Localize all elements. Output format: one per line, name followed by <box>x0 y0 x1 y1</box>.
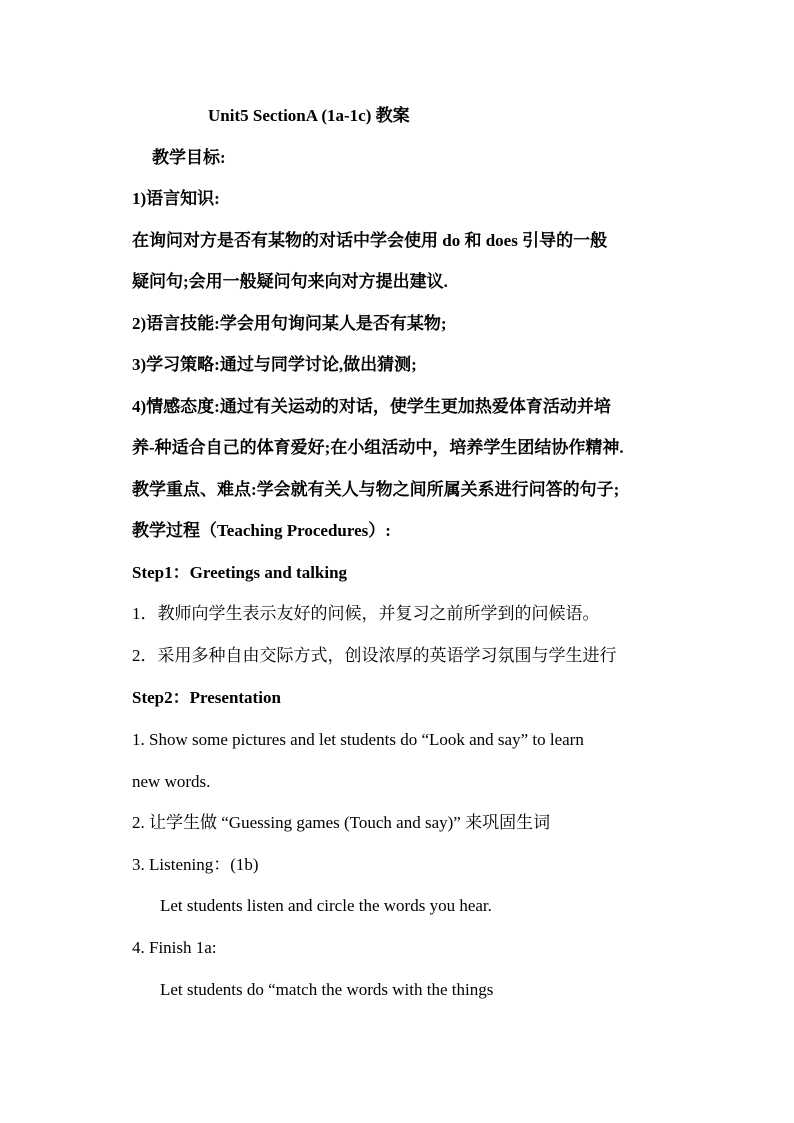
paragraph-line: 养-种适合自己的体育爱好;在小组活动中，培养学生团结协作精神. <box>132 438 624 457</box>
list-item: 4. Finish 1a: <box>132 938 217 957</box>
paragraph-line: new words. <box>132 772 211 791</box>
paragraph-line: 在询问对方是否有某物的对话中学会使用 do 和 does 引导的一般 <box>132 231 608 250</box>
list-item: 1．教师向学生表示友好的问候，并复习之前所学到的问候语。 <box>132 604 600 623</box>
step2-heading: Step2：Presentation <box>132 688 281 707</box>
objective-heading: 1)语言知识: <box>132 189 220 208</box>
paragraph-line: Let students do “match the words with the things <box>160 980 494 999</box>
list-item: 2．采用多种自由交际方式，创设浓厚的英语学习氛围与学生进行 <box>132 646 617 665</box>
objective-item: 4)情感态度:通过有关运动的对话，使学生更加热爱体育活动并培 <box>132 397 611 416</box>
step1-heading: Step1：Greetings and talking <box>132 563 348 582</box>
document-title: Unit5 SectionA (1a-1c) 教案 <box>208 106 410 125</box>
objective-item: 2)语言技能:学会用句询问某人是否有某物; <box>132 314 447 333</box>
list-item: 2. 让学生做 “Guessing games (Touch and say)” 来巩固生词 <box>132 813 551 832</box>
paragraph-line: Let students listen and circle the words you hear. <box>160 896 492 915</box>
section-heading-objectives: 教学目标: <box>152 148 226 167</box>
list-item: 3. Listening：(1b) <box>132 855 259 874</box>
list-item: 1. Show some pictures and let students do “Look and say” to learn <box>132 730 584 749</box>
section-heading-procedures: 教学过程（Teaching Procedures）: <box>132 521 391 540</box>
objective-item: 3)学习策略:通过与同学讨论,做出猜测; <box>132 355 417 374</box>
paragraph-line: 疑问句;会用一般疑问句来向对方提出建议. <box>132 272 448 291</box>
key-points: 教学重点、难点:学会就有关人与物之间所属关系进行问答的句子; <box>132 480 620 499</box>
